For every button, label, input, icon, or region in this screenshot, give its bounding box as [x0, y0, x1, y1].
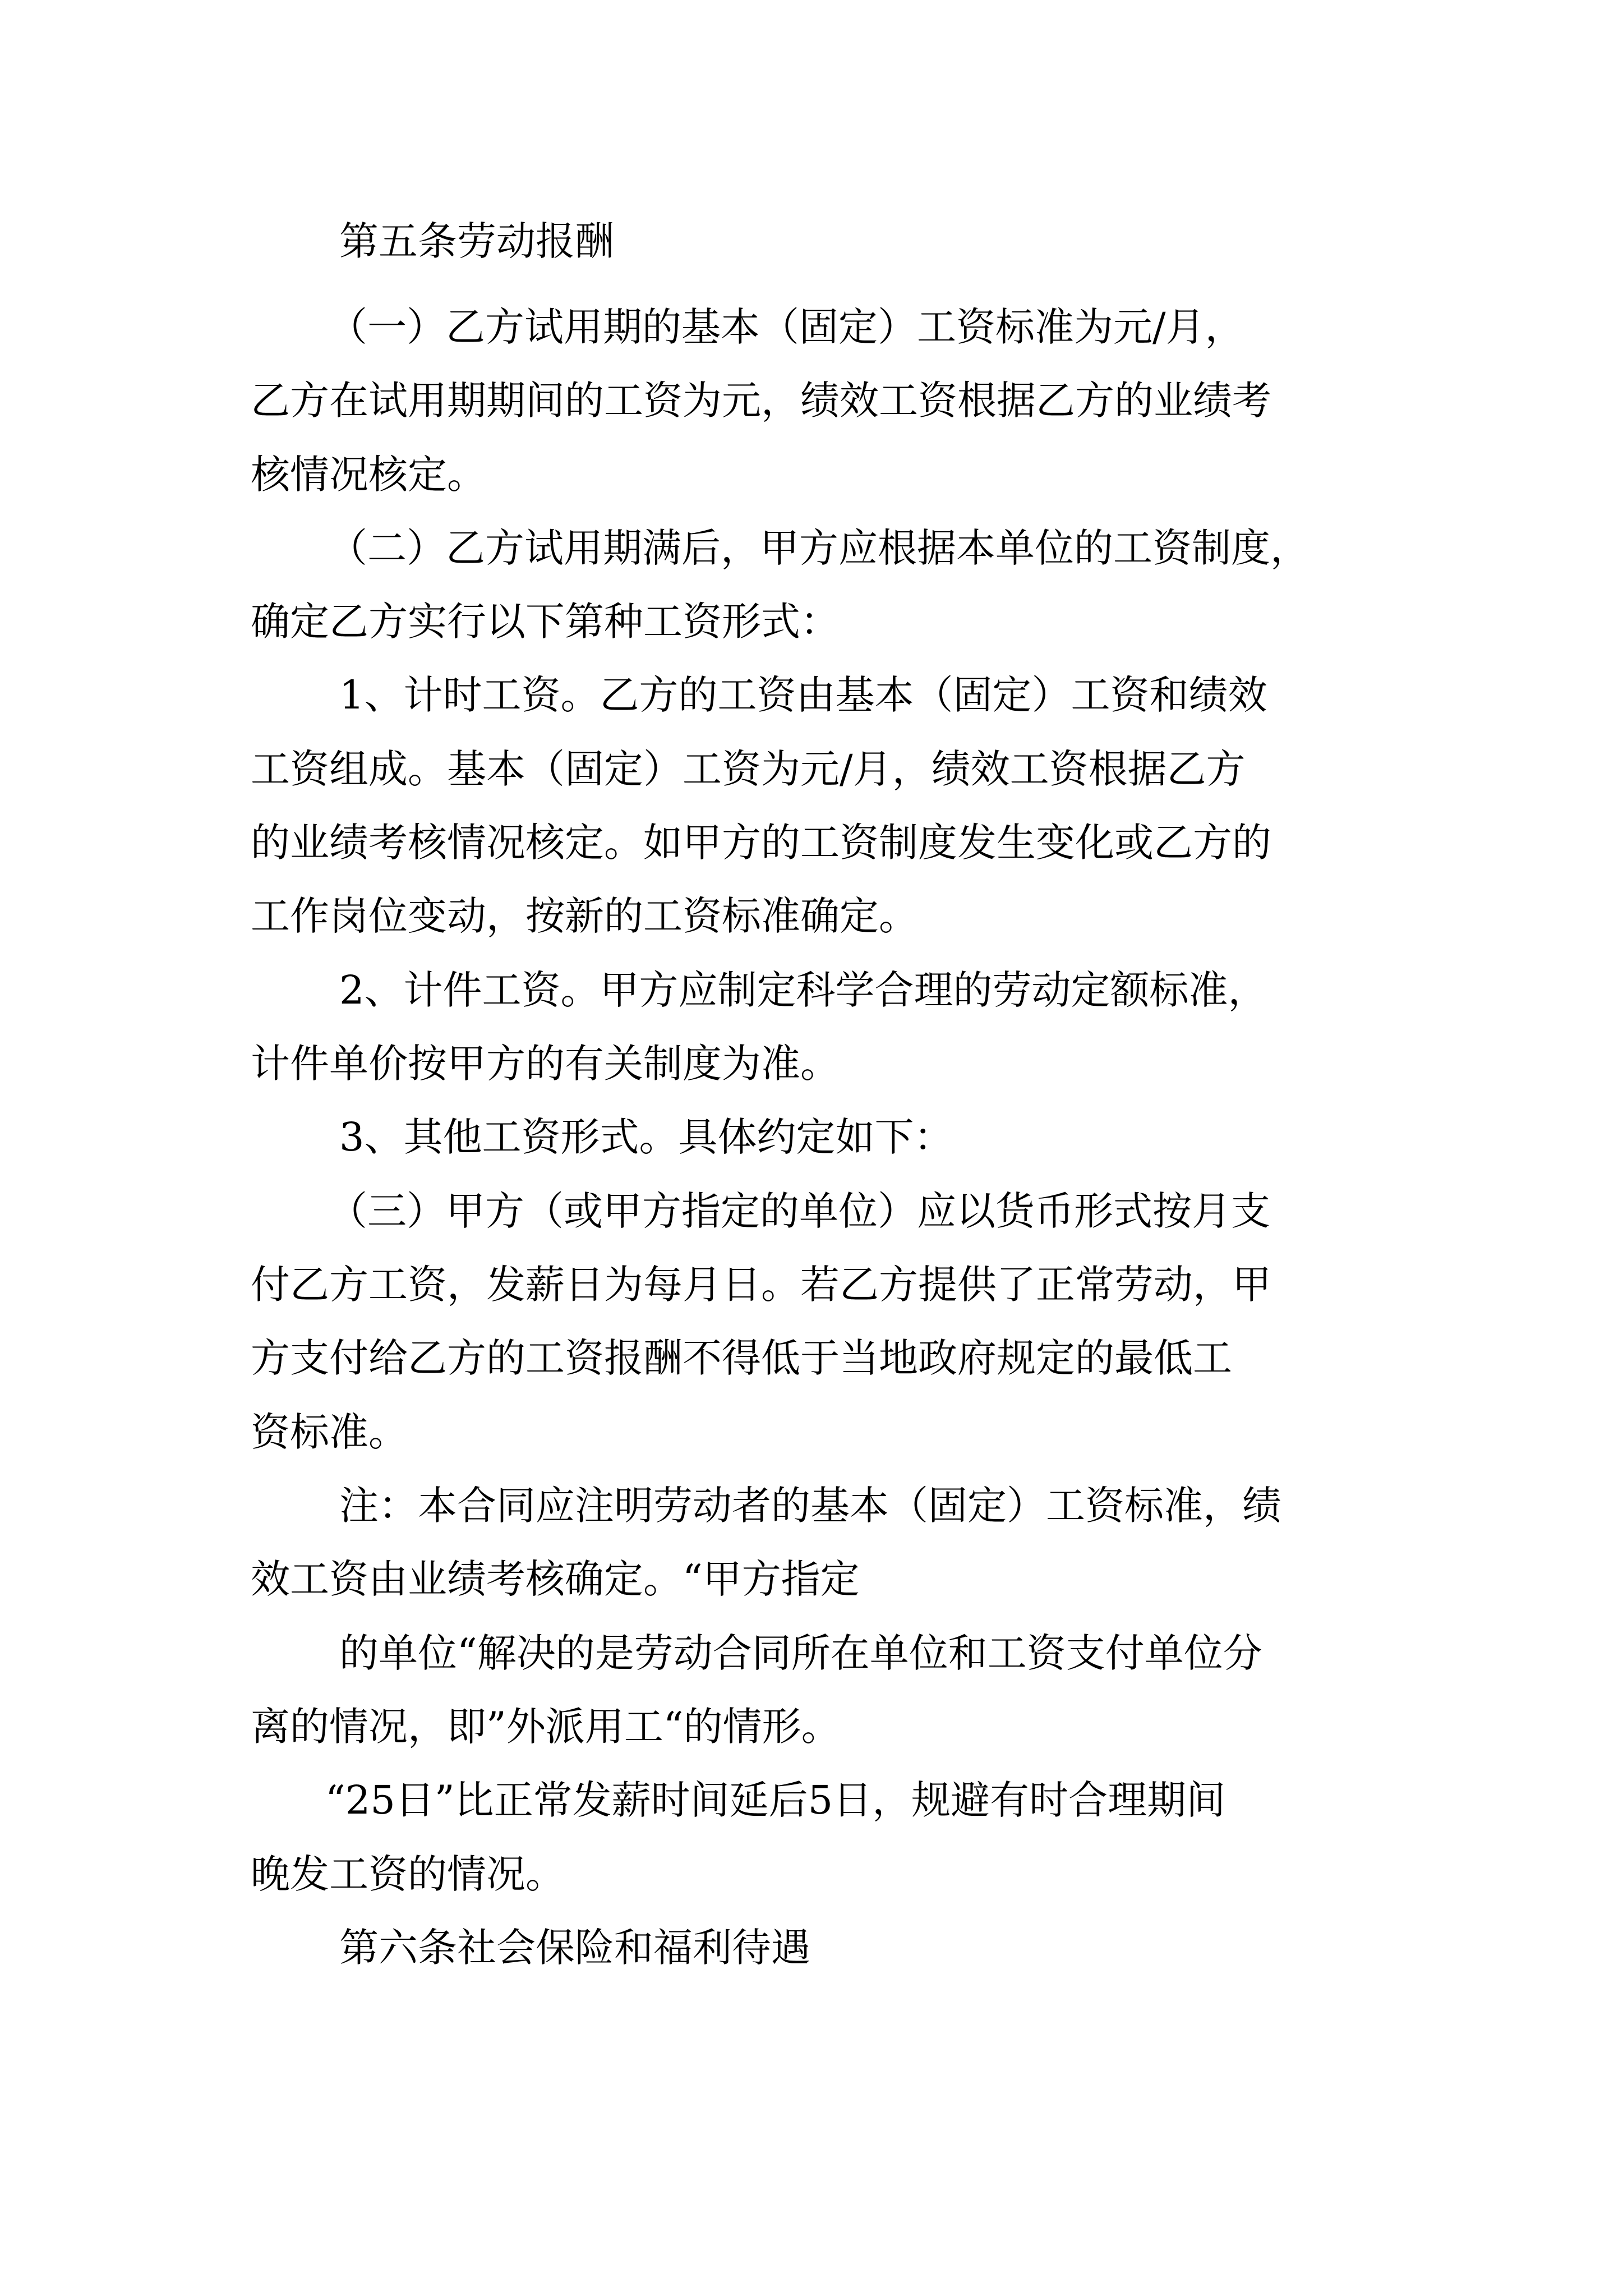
paragraph-line: 确定乙方实行以下第种工资形式：: [251, 599, 840, 645]
paragraph-line: 2、计件工资。甲方应制定科学合理的劳动定额标准，: [339, 967, 1267, 1013]
paragraph-line: 晚发工资的情况。: [251, 1851, 565, 1897]
heading-article-5: 第五条劳动报酬: [339, 218, 614, 264]
paragraph-line: 方支付给乙方的工资报酬不得低于当地政府规定的最低工: [251, 1335, 1232, 1381]
paragraph-line: 注：本合同应注明劳动者的基本（固定）工资标准，绩: [339, 1483, 1281, 1529]
paragraph-line: 的单位“解决的是劳动合同所在单位和工资支付单位分: [339, 1630, 1262, 1676]
paragraph-line: （三）甲方（或甲方指定的单位）应以货币形式按月支: [328, 1188, 1270, 1234]
paragraph-line: 1、计时工资。乙方的工资由基本（固定）工资和绩效: [339, 672, 1267, 718]
paragraph-line: 核情况核定。: [251, 452, 486, 498]
heading-article-6: 第六条社会保险和福利待遇: [339, 1925, 810, 1971]
paragraph-line: 资标准。: [251, 1409, 408, 1455]
paragraph-line: 付乙方工资，发薪日为每月日。若乙方提供了正常劳动，甲: [251, 1262, 1271, 1308]
paragraph-line: 工作岗位变动，按新的工资标准确定。: [251, 893, 918, 939]
paragraph-line: “25日”比正常发薪时间延后5日，规避有时合理期间: [325, 1777, 1226, 1823]
paragraph-line: 计件单价按甲方的有关制度为准。: [251, 1041, 840, 1087]
paragraph-line: 3、其他工资形式。具体约定如下：: [339, 1114, 953, 1160]
paragraph-line: （一）乙方试用期的基本（固定）工资标准为元/月，: [328, 304, 1244, 350]
paragraph-line: 离的情况，即”外派用工“的情形。: [251, 1704, 841, 1750]
paragraph-line: （二）乙方试用期满后，甲方应根据本单位的工资制度，: [328, 525, 1310, 571]
paragraph-line: 效工资由业绩考核确定。“甲方指定: [251, 1556, 860, 1602]
paragraph-line: 的业绩考核情况核定。如甲方的工资制度发生变化或乙方的: [251, 820, 1271, 866]
paragraph-line: 乙方在试用期期间的工资为元，绩效工资根据乙方的业绩考: [251, 378, 1271, 424]
paragraph-line: 工资组成。基本（固定）工资为元/月，绩效工资根据乙方: [251, 746, 1246, 792]
